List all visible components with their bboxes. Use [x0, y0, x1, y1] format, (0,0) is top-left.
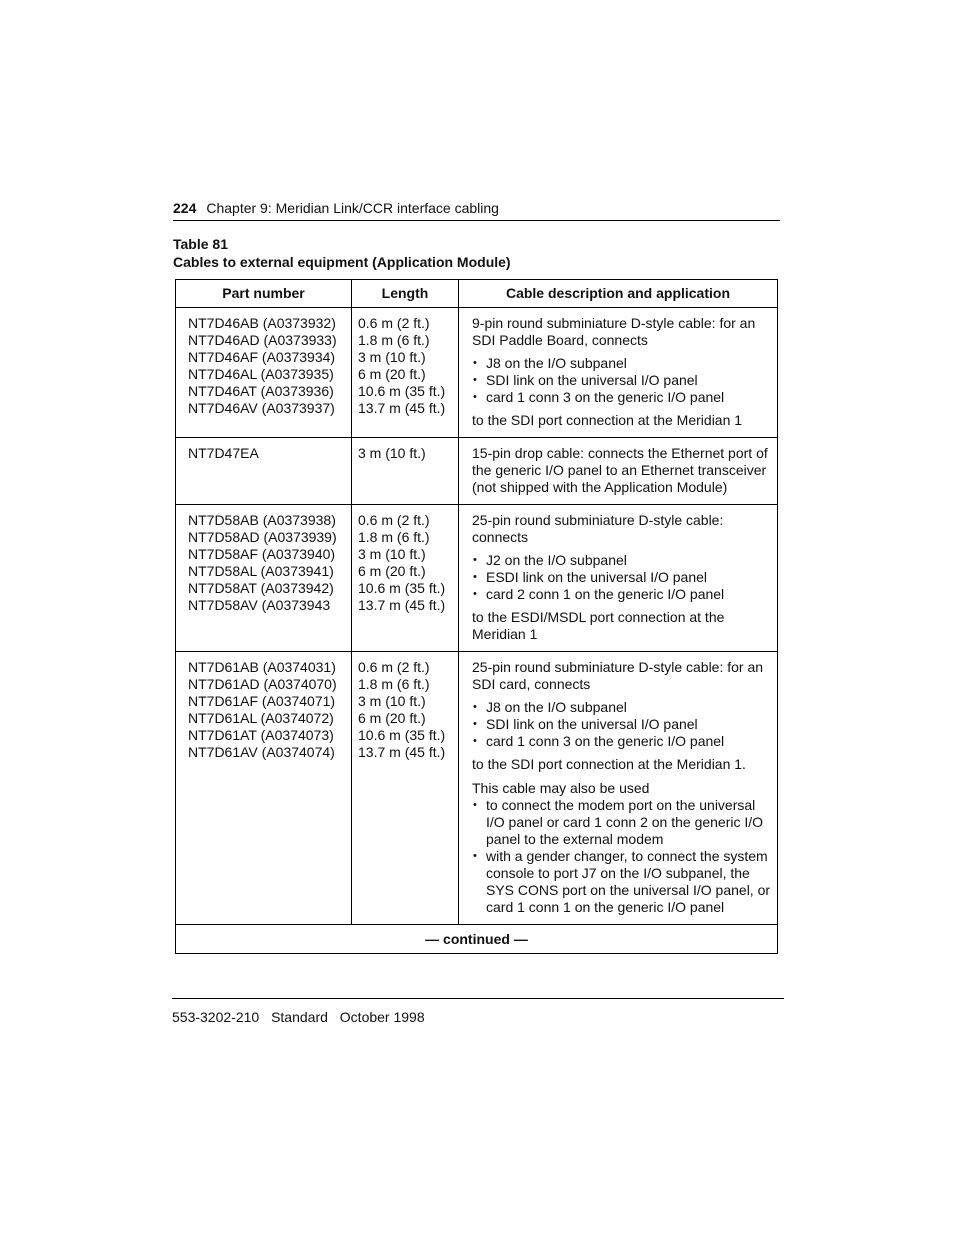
- part-number: NT7D46AL (A0373935): [188, 366, 334, 382]
- length-value: 6 m (20 ft.): [358, 563, 426, 579]
- description-intro: 9-pin round subminiature D-style cable: for an SDI Paddle Board, connects: [472, 315, 756, 348]
- length-value: 6 m (20 ft.): [358, 710, 426, 726]
- length-value: 1.8 m (6 ft.): [358, 332, 430, 348]
- description-cell: [459, 308, 778, 438]
- length-value: 0.6 m (2 ft.): [358, 512, 430, 528]
- additional-use-intro: This cable may also be used: [472, 780, 650, 796]
- column-header-part-number: Part number: [176, 280, 352, 308]
- table-row: [176, 652, 778, 925]
- table-row: [176, 438, 778, 505]
- part-number-cell: [176, 438, 352, 505]
- connection-item: • SDI link on the universal I/O panel: [472, 716, 773, 733]
- doc-status: Standard: [271, 1009, 328, 1025]
- chapter-title: Chapter 9: Meridian Link/CCR interface cabling: [206, 200, 499, 216]
- length-cell: [352, 308, 459, 438]
- part-number-cell: [176, 652, 352, 925]
- description-cell: [459, 505, 778, 652]
- table-number: Table 81: [173, 236, 228, 252]
- continued-row: [176, 925, 778, 954]
- length-value: 10.6 m (35 ft.): [358, 727, 446, 743]
- length-value: 13.7 m (45 ft.): [358, 400, 446, 416]
- additional-use-list: [472, 797, 773, 916]
- doc-number: 553-3202-210: [172, 1009, 260, 1025]
- additional-use-item: • to connect the modem port on the universal I/O panel or card 1 conn 2 on the generic I/O panel to the external modem: [472, 797, 773, 848]
- part-number: NT7D61AD (A0374070): [188, 676, 337, 692]
- part-number: NT7D46AV (A0373937): [188, 400, 335, 416]
- column-header-length: Length: [352, 280, 459, 308]
- additional-use-item: • with a gender changer, to connect the system console to port J7 on the I/O subpanel, the SYS CONS port on the universal I/O panel, or card 1 conn 1 on the generic I/O panel: [472, 848, 773, 916]
- page-footer: [172, 998, 784, 1026]
- description-outro: to the SDI port connection at the Meridian 1.: [472, 756, 746, 772]
- description-intro: 15-pin drop cable: connects the Ethernet port of the generic I/O panel to an Ethernet transceiver (not shipped with the Application Module): [472, 445, 768, 495]
- length-value: 1.8 m (6 ft.): [358, 529, 430, 545]
- length-value: 13.7 m (45 ft.): [358, 744, 446, 760]
- length-cell: [352, 438, 459, 505]
- doc-date: October 1998: [339, 1009, 425, 1025]
- table-row: [176, 308, 778, 438]
- part-number: NT7D61AF (A0374071): [188, 693, 336, 709]
- connection-item: • card 1 conn 3 on the generic I/O panel: [472, 389, 773, 406]
- length-value: 0.6 m (2 ft.): [358, 315, 430, 331]
- part-number: NT7D46AT (A0373936): [188, 383, 334, 399]
- description-intro: 25-pin round subminiature D-style cable: for an SDI card, connects: [472, 659, 764, 692]
- part-number: NT7D58AT (A0373942): [188, 580, 334, 596]
- column-header-description: Cable description and application: [459, 280, 778, 308]
- length-value: 13.7 m (45 ft.): [358, 597, 446, 613]
- part-number: NT7D61AT (A0374073): [188, 727, 334, 743]
- part-number-cell: [176, 505, 352, 652]
- table-header-row: [176, 280, 778, 308]
- length-value: 0.6 m (2 ft.): [358, 659, 430, 675]
- description-cell: [459, 652, 778, 925]
- continued-label: — continued —: [176, 925, 778, 954]
- page-header: [173, 199, 780, 221]
- connection-item: • J2 on the I/O subpanel: [472, 552, 773, 569]
- connection-item: • ESDI link on the universal I/O panel: [472, 569, 773, 586]
- length-value: 3 m (10 ft.): [358, 445, 426, 461]
- length-value: 10.6 m (35 ft.): [358, 580, 446, 596]
- connection-item: • card 2 conn 1 on the generic I/O panel: [472, 586, 773, 603]
- page-number: 224: [173, 200, 197, 216]
- length-value: 1.8 m (6 ft.): [358, 676, 430, 692]
- connection-item: • J8 on the I/O subpanel: [472, 355, 773, 372]
- table-row: [176, 505, 778, 652]
- part-number: NT7D58AV (A0373943: [188, 597, 331, 613]
- connection-item: • SDI link on the universal I/O panel: [472, 372, 773, 389]
- part-number: NT7D61AB (A0374031): [188, 659, 336, 675]
- connection-list: [472, 355, 773, 406]
- length-value: 6 m (20 ft.): [358, 366, 426, 382]
- length-value: 3 m (10 ft.): [358, 349, 426, 365]
- description-cell: [459, 438, 778, 505]
- length-cell: [352, 505, 459, 652]
- length-value: 3 m (10 ft.): [358, 693, 426, 709]
- part-number: NT7D58AL (A0373941): [188, 563, 334, 579]
- part-number: NT7D58AF (A0373940): [188, 546, 336, 562]
- part-number-cell: [176, 308, 352, 438]
- table-title: Cables to external equipment (Application Module): [173, 254, 511, 270]
- description-intro: 25-pin round subminiature D-style cable: connects: [472, 512, 724, 545]
- connection-item: • J8 on the I/O subpanel: [472, 699, 773, 716]
- part-number: NT7D58AB (A0373938): [188, 512, 336, 528]
- part-number: NT7D58AD (A0373939): [188, 529, 337, 545]
- cables-table: [175, 279, 778, 954]
- part-number: NT7D46AB (A0373932): [188, 315, 336, 331]
- connection-item: • card 1 conn 3 on the generic I/O panel: [472, 733, 773, 750]
- part-number: NT7D47EA: [188, 445, 259, 461]
- part-number: NT7D46AD (A0373933): [188, 332, 337, 348]
- description-outro: to the ESDI/MSDL port connection at the Meridian 1: [472, 609, 725, 642]
- part-number: NT7D61AL (A0374072): [188, 710, 334, 726]
- connection-list: [472, 552, 773, 603]
- length-cell: [352, 652, 459, 925]
- length-value: 10.6 m (35 ft.): [358, 383, 446, 399]
- length-value: 3 m (10 ft.): [358, 546, 426, 562]
- part-number: NT7D46AF (A0373934): [188, 349, 336, 365]
- table-caption: [173, 235, 511, 271]
- part-number: NT7D61AV (A0374074): [188, 744, 335, 760]
- connection-list: [472, 699, 773, 750]
- description-outro: to the SDI port connection at the Meridian 1: [472, 412, 743, 428]
